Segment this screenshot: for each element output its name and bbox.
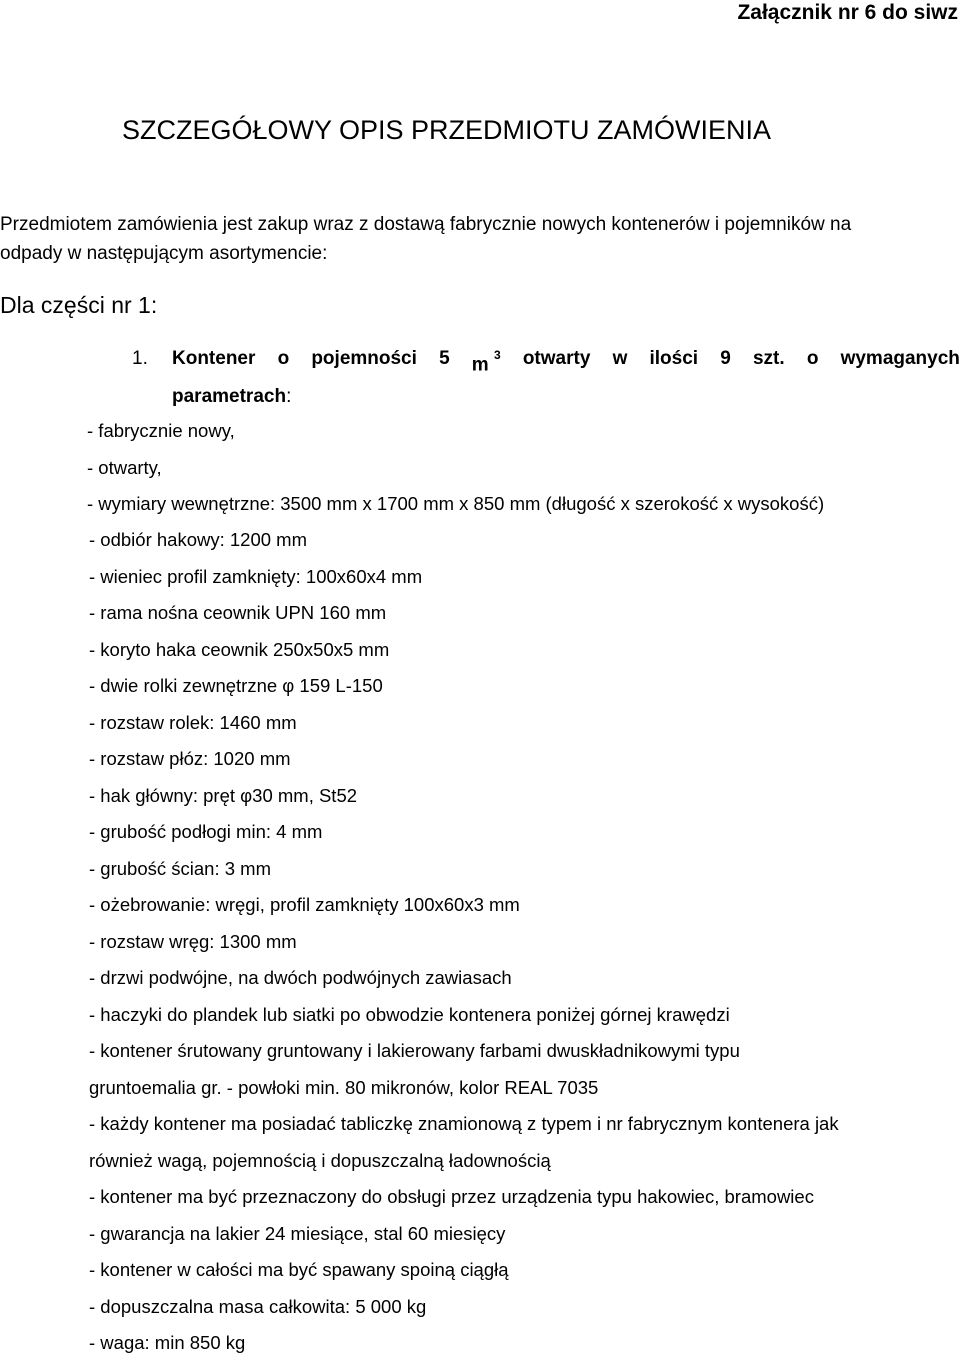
spec-item: - dwie rolki zewnętrzne φ 159 L-150 — [89, 675, 383, 696]
intro-paragraph — [0, 210, 960, 268]
spec-item: - dopuszczalna masa całkowita: 5 000 kg — [89, 1296, 427, 1317]
item-word: wymaganych — [840, 348, 960, 369]
spec-item: - kontener w całości ma być spawany spoiną ciągłą — [89, 1259, 509, 1280]
spec-item: - rama nośna ceownik UPN 160 mm — [89, 602, 387, 623]
superscript: 3 — [493, 348, 501, 362]
item-word: otwarty — [522, 348, 591, 369]
item-number: 1. — [132, 348, 148, 369]
annex-label: Załącznik nr 6 do siwz — [737, 1, 958, 24]
spec-item: - haczyki do plandek lub siatki po obwodzie kontenera poniżej górnej krawędzi — [89, 1004, 730, 1025]
item-word: 5 — [439, 348, 450, 369]
item-word: o — [806, 348, 819, 369]
spec-item: - grubość ścian: 3 mm — [89, 858, 271, 879]
spec-item: gruntoemalia gr. - powłoki min. 80 mikronów, kolor REAL 7035 — [89, 1077, 599, 1098]
item-word: szt. — [752, 348, 785, 369]
spec-item: również wagą, pojemnością i dopuszczalną ładownością — [89, 1150, 551, 1171]
spec-item: - fabrycznie nowy, — [87, 420, 235, 441]
item-word: ilości — [649, 348, 699, 369]
item-word: 9 — [720, 348, 731, 369]
spec-item: - koryto haka ceownik 250x50x5 mm — [89, 639, 390, 660]
item-unit — [472, 340, 501, 384]
item-word: Kontener — [172, 348, 256, 369]
spec-item: - hak główny: pręt φ30 mm, St52 — [89, 785, 358, 806]
spec-item: - kontener śrutowany gruntowany i lakierowany farbami dwuskładnikowymi typu — [89, 1040, 740, 1061]
spec-item: - każdy kontener ma posiadać tabliczkę znamionową z typem i nr fabrycznym kontenera jak — [89, 1113, 839, 1134]
document-title: SZCZEGÓŁOWY OPIS PRZEDMIOTU ZAMÓWIENIA — [122, 115, 772, 145]
spec-item: - odbiór hakowy: 1200 mm — [89, 529, 307, 550]
spec-item: - gwarancja na lakier 24 miesiące, stal 60 miesięcy — [89, 1223, 506, 1244]
spec-item: - wymiary wewnętrzne: 3500 mm x 1700 mm x 850 mm (długość x szerokość x wysokość) — [87, 493, 825, 514]
item-word: parametrach — [172, 386, 287, 407]
item-word: w — [612, 348, 628, 369]
item-word: pojemności — [311, 348, 417, 369]
spec-item: - drzwi podwójne, na dwóch podwójnych zawiasach — [89, 967, 512, 988]
spec-item: - kontener ma być przeznaczony do obsługi przez urządzenia typu hakowiec, bramowiec — [89, 1186, 814, 1207]
spec-item: - grubość podłogi min: 4 mm — [89, 821, 323, 842]
item-word: o — [277, 348, 290, 369]
item-word: m — [471, 354, 489, 376]
intro-line-2: odpady w następującym asortymencie: — [0, 243, 328, 264]
spec-item: - ożebrowanie: wręgi, profil zamknięty 100x60x3 mm — [89, 894, 520, 915]
spec-item: - rozstaw rolek: 1460 mm — [89, 712, 297, 733]
spec-item: - rozstaw płóz: 1020 mm — [89, 748, 291, 769]
spec-item: - otwarty, — [87, 457, 162, 478]
item-heading-row-2 — [172, 378, 291, 416]
spec-item: - waga: min 850 kg — [89, 1332, 246, 1353]
spec-item: - rozstaw wręg: 1300 mm — [89, 931, 297, 952]
intro-line-1: Przedmiotem zamówienia jest zakup wraz z dostawą fabrycznie nowych kontenerów i pojemników na — [0, 214, 852, 235]
spec-item: - wieniec profil zamknięty: 100x60x4 mm — [89, 566, 423, 587]
part-heading: Dla części nr 1: — [0, 292, 158, 318]
item-word: : — [286, 386, 292, 407]
